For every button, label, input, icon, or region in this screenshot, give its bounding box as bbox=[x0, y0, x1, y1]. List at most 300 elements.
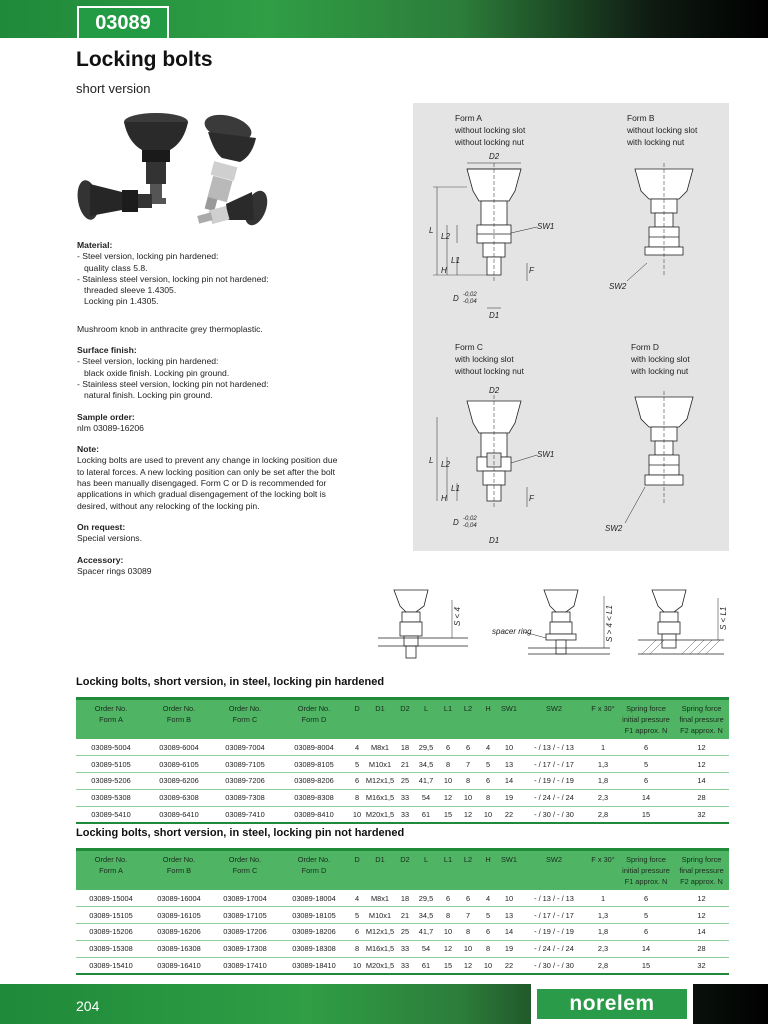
column-header bbox=[76, 850, 146, 891]
table-cell: 28 bbox=[674, 940, 729, 957]
form-a-desc2: without locking nut bbox=[455, 137, 524, 147]
column-header-line: D bbox=[354, 704, 360, 713]
column-header bbox=[396, 699, 414, 740]
table-cell: 5 bbox=[350, 907, 364, 924]
dim-f-c: F bbox=[529, 494, 534, 503]
material-line: - Stainless steel version, locking pin not hardened: bbox=[77, 273, 269, 284]
table-cell: M20x1,5 bbox=[364, 806, 396, 823]
column-header-line: Spring force bbox=[626, 855, 666, 864]
table-row bbox=[76, 739, 729, 756]
table-cell: 15 bbox=[618, 957, 674, 974]
column-header-line: initial pressure bbox=[622, 715, 670, 724]
column-header-line: Form B bbox=[166, 715, 192, 724]
table-cell: 2,3 bbox=[588, 789, 618, 806]
column-header-line: Form C bbox=[232, 715, 258, 724]
accessory-heading: Accessory: bbox=[77, 554, 124, 565]
table-cell: 10 bbox=[498, 890, 520, 907]
table-cell: 6 bbox=[438, 890, 458, 907]
table-cell: - / 19 / - / 19 bbox=[520, 924, 588, 941]
form-a-name: Form A bbox=[455, 113, 482, 123]
dim-l-c: L bbox=[429, 456, 434, 465]
column-header bbox=[212, 850, 278, 891]
table2 bbox=[76, 848, 729, 975]
table-cell: 03089-6206 bbox=[146, 773, 212, 790]
surface-line: - Stainless steel version, locking pin not hardened: bbox=[77, 378, 269, 389]
table-cell: 2,8 bbox=[588, 806, 618, 823]
table-cell: 61 bbox=[414, 806, 438, 823]
table-cell: 03089-15206 bbox=[76, 924, 146, 941]
column-header-line: SW1 bbox=[500, 855, 517, 864]
table-cell: 03089-8308 bbox=[278, 789, 350, 806]
form-c-desc1: with locking slot bbox=[455, 354, 514, 364]
table-cell: 03089-18308 bbox=[278, 940, 350, 957]
table-cell: 28 bbox=[674, 789, 729, 806]
table-cell: 03089-5410 bbox=[76, 806, 146, 823]
table-cell: 03089-17004 bbox=[212, 890, 278, 907]
table-cell: 6 bbox=[478, 924, 498, 941]
table-cell: 25 bbox=[396, 924, 414, 941]
column-header-line: L bbox=[423, 704, 429, 713]
table2-title: Locking bolts, short version, in steel, locking pin not hardened bbox=[76, 827, 405, 839]
column-header-line: SW2 bbox=[545, 704, 562, 713]
table-cell: 2,3 bbox=[588, 940, 618, 957]
column-header-line: Spring force bbox=[681, 855, 722, 864]
table-cell: 4 bbox=[478, 890, 498, 907]
table-cell: 03089-6004 bbox=[146, 739, 212, 756]
column-header bbox=[364, 699, 396, 740]
on-request-text: Special versions. bbox=[77, 533, 142, 544]
table-cell: 7 bbox=[458, 756, 478, 773]
column-header-line: F1 approx. N bbox=[624, 726, 668, 735]
table-cell: 03089-6105 bbox=[146, 756, 212, 773]
column-header-line: Order No. bbox=[162, 855, 196, 864]
table-cell: 14 bbox=[498, 773, 520, 790]
table-cell: M10x1 bbox=[364, 907, 396, 924]
table-cell: 5 bbox=[478, 756, 498, 773]
form-b-name: Form B bbox=[627, 113, 655, 123]
form-b-desc1: without locking slot bbox=[627, 125, 698, 135]
table-cell: 12 bbox=[674, 756, 729, 773]
surface-line: - Steel version, locking pin hardened: bbox=[77, 356, 219, 367]
table-cell: - / 13 / - / 13 bbox=[520, 890, 588, 907]
dim-sw1-a: SW1 bbox=[537, 222, 555, 231]
technical-drawing bbox=[413, 103, 729, 551]
column-header bbox=[146, 850, 212, 891]
table-cell: 14 bbox=[674, 773, 729, 790]
dim-d-a: D bbox=[453, 294, 459, 303]
table-row bbox=[76, 890, 729, 907]
table-cell: 15 bbox=[618, 806, 674, 823]
table-cell: 03089-17206 bbox=[212, 924, 278, 941]
knob-text: Mushroom knob in anthracite grey thermoplastic. bbox=[77, 323, 263, 334]
dim-f-a: F bbox=[529, 266, 534, 275]
column-header bbox=[674, 699, 729, 740]
column-header-line: SW1 bbox=[500, 704, 517, 713]
column-header-line: D2 bbox=[400, 855, 410, 864]
sample-block bbox=[77, 412, 367, 435]
table-cell: 14 bbox=[498, 924, 520, 941]
column-header bbox=[76, 699, 146, 740]
form-d-desc1: with locking slot bbox=[631, 354, 690, 364]
column-header bbox=[618, 850, 674, 891]
spacer-ring-diagrams bbox=[372, 580, 732, 672]
table-cell: 03089-16308 bbox=[146, 940, 212, 957]
table-cell: 22 bbox=[498, 806, 520, 823]
column-header-line: L1 bbox=[443, 855, 453, 864]
table-cell: 5 bbox=[618, 756, 674, 773]
table-cell: 6 bbox=[618, 890, 674, 907]
dim-d-c: D bbox=[453, 518, 459, 527]
material-line: threaded sleeve 1.4305. bbox=[84, 285, 177, 296]
table-cell: - / 30 / - / 30 bbox=[520, 957, 588, 974]
column-header-line: SW2 bbox=[545, 855, 562, 864]
dim-d2-a: D2 bbox=[489, 152, 500, 161]
table-cell: 5 bbox=[350, 756, 364, 773]
table-cell: - / 17 / - / 17 bbox=[520, 907, 588, 924]
dim-h-c: H bbox=[441, 494, 447, 503]
page-number: 204 bbox=[76, 998, 100, 1014]
table-cell: 10 bbox=[438, 924, 458, 941]
table-cell: - / 17 / - / 17 bbox=[520, 756, 588, 773]
dim-d-tol-lower-a: -0,04 bbox=[463, 299, 477, 305]
table-cell: 14 bbox=[674, 924, 729, 941]
table-cell: 03089-18004 bbox=[278, 890, 350, 907]
column-header-line: D bbox=[354, 855, 360, 864]
table-cell: 10 bbox=[438, 773, 458, 790]
form-d-drawing bbox=[625, 391, 693, 523]
table-row bbox=[76, 907, 729, 924]
table-cell: 6 bbox=[478, 773, 498, 790]
column-header-line: Form D bbox=[301, 715, 327, 724]
form-a-desc1: without locking slot bbox=[455, 125, 526, 135]
note-heading: Note: bbox=[77, 444, 99, 455]
table-cell: 34,5 bbox=[414, 907, 438, 924]
column-header bbox=[438, 699, 458, 740]
column-header bbox=[478, 699, 498, 740]
table-cell: 1 bbox=[588, 739, 618, 756]
table-cell: 03089-8410 bbox=[278, 806, 350, 823]
column-header-line: D2 bbox=[400, 704, 410, 713]
column-header-line: Spring force bbox=[626, 704, 666, 713]
table-cell: 03089-17308 bbox=[212, 940, 278, 957]
table-cell: M20x1,5 bbox=[364, 957, 396, 974]
table-cell: 03089-8004 bbox=[278, 739, 350, 756]
table-cell: 03089-8206 bbox=[278, 773, 350, 790]
on-request-block bbox=[77, 522, 367, 545]
table-cell: M12x1,5 bbox=[364, 924, 396, 941]
table-cell: 10 bbox=[458, 789, 478, 806]
column-header-line: Form B bbox=[166, 866, 192, 875]
table-cell: 1,8 bbox=[588, 773, 618, 790]
table-cell: 03089-7206 bbox=[212, 773, 278, 790]
table-cell: 03089-8105 bbox=[278, 756, 350, 773]
table-cell: 8 bbox=[350, 789, 364, 806]
sample-heading: Sample order: bbox=[77, 411, 135, 422]
dim-sw1-c: SW1 bbox=[537, 450, 555, 459]
on-request-heading: On request: bbox=[77, 521, 126, 532]
table-cell: 03089-16105 bbox=[146, 907, 212, 924]
table-cell: 6 bbox=[350, 924, 364, 941]
table-cell: 21 bbox=[396, 756, 414, 773]
column-header bbox=[396, 850, 414, 891]
dim-d1-c: D1 bbox=[489, 536, 500, 545]
column-header bbox=[478, 850, 498, 891]
table-cell: 03089-6308 bbox=[146, 789, 212, 806]
product-code-badge: 03089 bbox=[77, 6, 169, 40]
table-cell: 10 bbox=[498, 739, 520, 756]
table-cell: 03089-17105 bbox=[212, 907, 278, 924]
form-b-desc2: with locking nut bbox=[627, 137, 685, 147]
table-cell: 8 bbox=[350, 940, 364, 957]
column-header-line: D1 bbox=[375, 855, 385, 864]
table-cell: 15 bbox=[438, 806, 458, 823]
table-row bbox=[76, 789, 729, 806]
column-header-line: L2 bbox=[463, 855, 473, 864]
table-cell: M16x1,5 bbox=[364, 940, 396, 957]
table-cell: 32 bbox=[674, 957, 729, 974]
table-cell: 41,7 bbox=[414, 773, 438, 790]
table-row bbox=[76, 756, 729, 773]
form-c-desc2: without locking nut bbox=[455, 366, 524, 376]
table-cell: 03089-16206 bbox=[146, 924, 212, 941]
page-title: Locking bolts bbox=[76, 48, 213, 71]
table-cell: - / 30 / - / 30 bbox=[520, 806, 588, 823]
column-header-line: F2 approx. N bbox=[680, 877, 723, 886]
column-header bbox=[350, 850, 364, 891]
table-cell: 03089-15105 bbox=[76, 907, 146, 924]
table-cell: 03089-17410 bbox=[212, 957, 278, 974]
dim-d-tol-lower-c: -0,04 bbox=[463, 523, 477, 529]
table-cell: 33 bbox=[396, 940, 414, 957]
column-header-line: L bbox=[423, 855, 429, 864]
table-cell: 10 bbox=[458, 940, 478, 957]
material-line: Locking pin 1.4305. bbox=[84, 296, 159, 307]
table-cell: M16x1,5 bbox=[364, 789, 396, 806]
table-cell: 6 bbox=[438, 739, 458, 756]
dim-h-a: H bbox=[441, 266, 447, 275]
dim-l-a: L bbox=[429, 226, 434, 235]
table-cell: M8x1 bbox=[364, 890, 396, 907]
column-header-line: H bbox=[485, 855, 491, 864]
table-cell: 03089-7410 bbox=[212, 806, 278, 823]
column-header-line: Form A bbox=[99, 715, 123, 724]
table-cell: 33 bbox=[396, 957, 414, 974]
table-cell: 03089-7105 bbox=[212, 756, 278, 773]
column-header-line: F x 30° bbox=[591, 855, 615, 864]
column-header-line: L1 bbox=[443, 704, 453, 713]
column-header-line: Order No. bbox=[297, 855, 331, 864]
table-cell: 14 bbox=[618, 940, 674, 957]
table-cell: 18 bbox=[396, 739, 414, 756]
column-header bbox=[458, 699, 478, 740]
table-cell: 29,5 bbox=[414, 739, 438, 756]
table-cell: 18 bbox=[396, 890, 414, 907]
table-cell: 03089-18206 bbox=[278, 924, 350, 941]
table-cell: 03089-15308 bbox=[76, 940, 146, 957]
surface-line: natural finish. Locking pin ground. bbox=[84, 390, 213, 401]
column-header bbox=[498, 850, 520, 891]
column-header bbox=[438, 850, 458, 891]
column-header bbox=[364, 850, 396, 891]
table-cell: 03089-5105 bbox=[76, 756, 146, 773]
table-cell: 32 bbox=[674, 806, 729, 823]
column-header bbox=[618, 699, 674, 740]
table-cell: 03089-5004 bbox=[76, 739, 146, 756]
table-cell: M8x1 bbox=[364, 739, 396, 756]
column-header bbox=[588, 699, 618, 740]
column-header bbox=[414, 699, 438, 740]
surface-block bbox=[77, 345, 367, 401]
column-header-line: Order No. bbox=[228, 855, 262, 864]
table-cell: 03089-18105 bbox=[278, 907, 350, 924]
table-cell: 13 bbox=[498, 907, 520, 924]
page-subtitle: short version bbox=[76, 81, 151, 96]
table-cell: 03089-15004 bbox=[76, 890, 146, 907]
table-cell: 2,8 bbox=[588, 957, 618, 974]
table-cell: 33 bbox=[396, 806, 414, 823]
table-cell: M10x1 bbox=[364, 756, 396, 773]
table-cell: 6 bbox=[458, 890, 478, 907]
column-header-line: Order No. bbox=[94, 855, 128, 864]
column-header-line: Form A bbox=[99, 866, 123, 875]
table-cell: 6 bbox=[458, 739, 478, 756]
column-header-line: Spring force bbox=[681, 704, 722, 713]
table1-title: Locking bolts, short version, in steel, locking pin hardened bbox=[76, 676, 385, 688]
surface-heading: Surface finish: bbox=[77, 345, 137, 356]
table-cell: 29,5 bbox=[414, 890, 438, 907]
table-cell: 03089-7308 bbox=[212, 789, 278, 806]
form-c-name: Form C bbox=[455, 342, 483, 352]
material-line: quality class 5.8. bbox=[84, 262, 148, 273]
table-cell: - / 19 / - / 19 bbox=[520, 773, 588, 790]
table-cell: - / 24 / - / 24 bbox=[520, 940, 588, 957]
dim-d1-a: D1 bbox=[489, 311, 500, 320]
description-column bbox=[77, 240, 367, 587]
table-cell: 54 bbox=[414, 789, 438, 806]
table-cell: 8 bbox=[478, 789, 498, 806]
table-cell: 41,7 bbox=[414, 924, 438, 941]
table-row bbox=[76, 773, 729, 790]
dim-l2-a: L2 bbox=[441, 232, 450, 241]
table-cell: 25 bbox=[396, 773, 414, 790]
column-header-line: final pressure bbox=[679, 715, 724, 724]
column-header-line: Order No. bbox=[228, 704, 262, 713]
spacer-s3-label: S < L1 bbox=[719, 606, 728, 630]
table-cell: 03089-6410 bbox=[146, 806, 212, 823]
spacer-s1-label: S < 4 bbox=[453, 607, 462, 626]
table-cell: 6 bbox=[618, 773, 674, 790]
accessory-text: Spacer rings 03089 bbox=[77, 565, 152, 576]
note-line: applications in which gradual disengagement of the locking bolt is bbox=[77, 489, 326, 500]
column-header-line: Order No. bbox=[162, 704, 196, 713]
dim-sw2-d: SW2 bbox=[605, 524, 623, 533]
table-cell: 8 bbox=[478, 940, 498, 957]
material-block bbox=[77, 240, 367, 308]
column-header-line: Form C bbox=[232, 866, 258, 875]
table-row bbox=[76, 940, 729, 957]
table-cell: 12 bbox=[438, 789, 458, 806]
table-cell: 1,3 bbox=[588, 756, 618, 773]
table-cell: 5 bbox=[478, 907, 498, 924]
note-line: to lateral forces. A new locking position can only be set after the bolt bbox=[77, 466, 335, 477]
table-row bbox=[76, 806, 729, 823]
brand-logo bbox=[531, 984, 693, 1024]
drawing-panel bbox=[413, 103, 729, 551]
table-cell: 33 bbox=[396, 789, 414, 806]
table-cell: 61 bbox=[414, 957, 438, 974]
table-cell: 7 bbox=[458, 907, 478, 924]
table-cell: 12 bbox=[438, 940, 458, 957]
brand-logo-text: norelem bbox=[537, 989, 687, 1019]
column-header-line: H bbox=[485, 704, 491, 713]
note-block bbox=[77, 444, 367, 512]
product-photo bbox=[76, 108, 272, 240]
table-cell: 03089-18410 bbox=[278, 957, 350, 974]
table-cell: 03089-5308 bbox=[76, 789, 146, 806]
column-header-line: F x 30° bbox=[591, 704, 615, 713]
table-cell: 8 bbox=[438, 756, 458, 773]
table-cell: 1 bbox=[588, 890, 618, 907]
table-cell: 21 bbox=[396, 907, 414, 924]
column-header-line: Order No. bbox=[94, 704, 128, 713]
table-cell: - / 24 / - / 24 bbox=[520, 789, 588, 806]
table-cell: - / 13 / - / 13 bbox=[520, 739, 588, 756]
note-line: has been manually disengaged. Form C or D is recommended for bbox=[77, 478, 327, 489]
table-cell: 03089-5206 bbox=[76, 773, 146, 790]
column-header bbox=[498, 699, 520, 740]
table-cell: 4 bbox=[350, 739, 364, 756]
column-header bbox=[458, 850, 478, 891]
table-cell: 10 bbox=[478, 957, 498, 974]
column-header-line: L2 bbox=[463, 704, 473, 713]
note-line: desired, without any relocking of the locking pin. bbox=[77, 500, 260, 511]
column-header-line: F1 approx. N bbox=[624, 877, 668, 886]
table-cell: 8 bbox=[458, 773, 478, 790]
form-b-drawing bbox=[627, 163, 693, 281]
dim-l1-a: L1 bbox=[451, 256, 460, 265]
dim-sw2-b: SW2 bbox=[609, 282, 627, 291]
dim-d2-c: D2 bbox=[489, 386, 500, 395]
table-cell: 12 bbox=[674, 739, 729, 756]
spacer-s2-label: S > 4 < L1 bbox=[605, 605, 614, 642]
column-header bbox=[278, 699, 350, 740]
table-cell: M12x1,5 bbox=[364, 773, 396, 790]
form-d-name: Form D bbox=[631, 342, 659, 352]
table-cell: 5 bbox=[618, 907, 674, 924]
column-header bbox=[146, 699, 212, 740]
dim-l1-c: L1 bbox=[451, 484, 460, 493]
sample-text: nlm 03089-16206 bbox=[77, 422, 144, 433]
table-cell: 13 bbox=[498, 756, 520, 773]
column-header-line: Form D bbox=[301, 866, 327, 875]
column-header bbox=[414, 850, 438, 891]
table-cell: 12 bbox=[674, 890, 729, 907]
column-header bbox=[520, 699, 588, 740]
accessory-block bbox=[77, 555, 367, 578]
table-cell: 10 bbox=[478, 806, 498, 823]
table-cell: 12 bbox=[674, 907, 729, 924]
form-d-desc2: with locking nut bbox=[631, 366, 689, 376]
table-cell: 34,5 bbox=[414, 756, 438, 773]
table-cell: 19 bbox=[498, 940, 520, 957]
table-cell: 6 bbox=[618, 739, 674, 756]
table-cell: 03089-15410 bbox=[76, 957, 146, 974]
table-row bbox=[76, 957, 729, 974]
dim-l2-c: L2 bbox=[441, 460, 450, 469]
table-cell: 15 bbox=[438, 957, 458, 974]
table-cell: 4 bbox=[350, 890, 364, 907]
column-header bbox=[212, 699, 278, 740]
